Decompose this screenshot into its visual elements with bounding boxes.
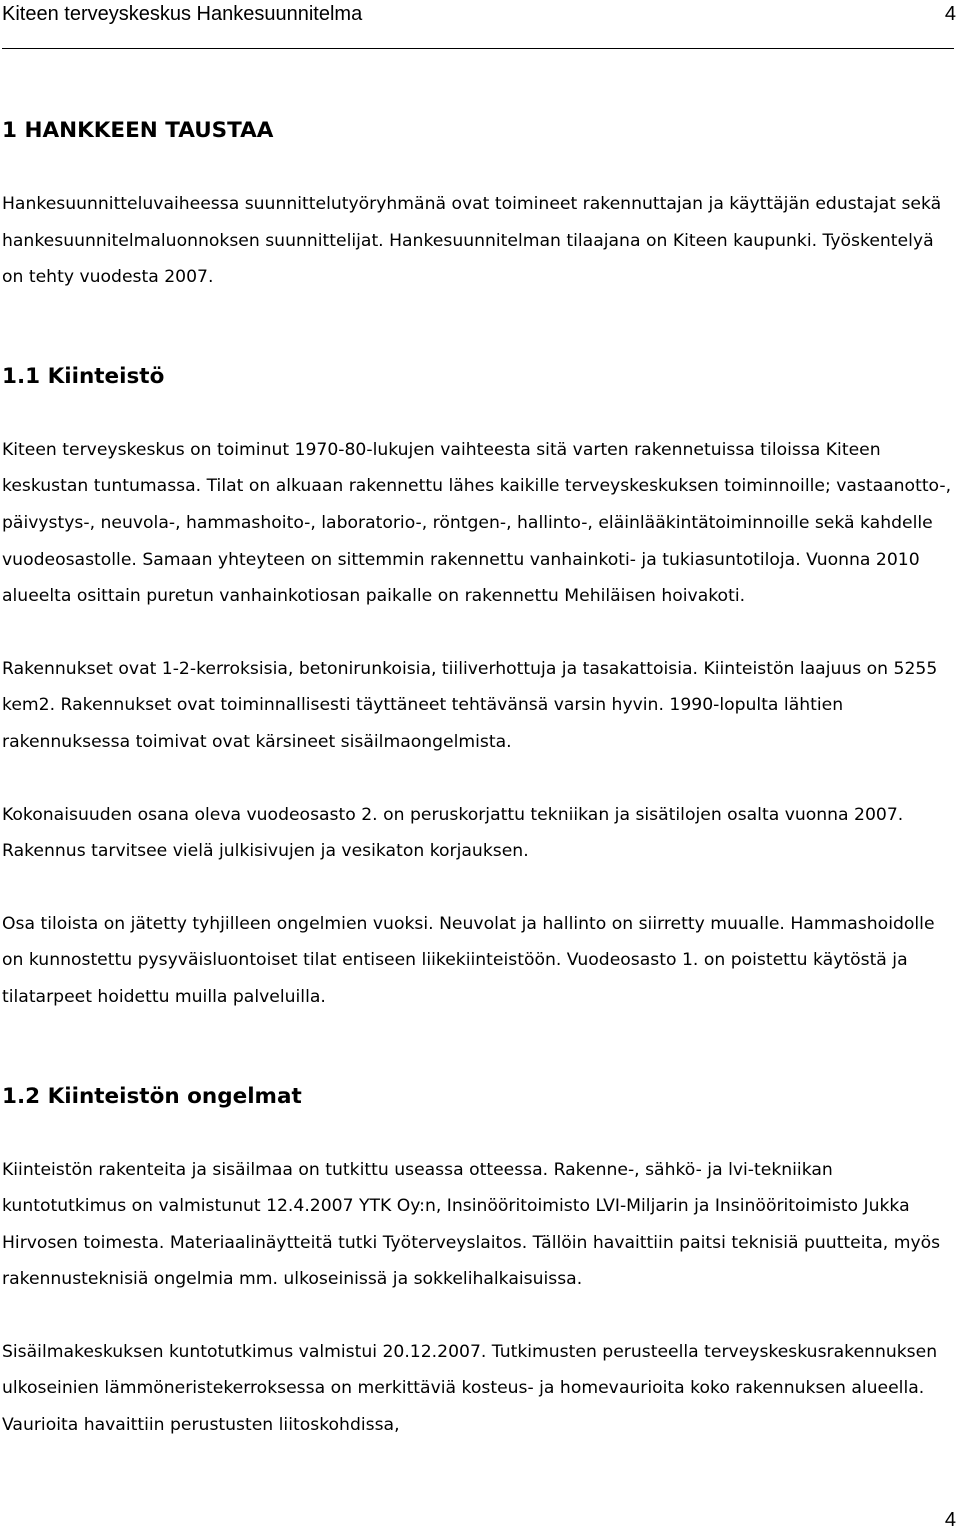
section-1-1-paragraph-4: Osa tiloista on jätetty tyhjilleen ongelmien vuoksi. Neuvolat ja hallinto on siirretty muualle. Hammashoidolle on kunnostettu pysyväisluontoiset tilat entiseen liikekiinteistöön. Vuodeosasto 1. on poistettu käytöstä ja tilatarpeet hoidettu muilla palveluilla. (2, 913, 935, 1007)
document-body (2, 112, 952, 1444)
page-header (0, 0, 960, 52)
section-1-1-paragraph-1: Kiteen terveyskeskus on toiminut 1970-80-lukujen vaihteesta sitä varten rakennetuissa tiloissa Kiteen keskustan tuntumassa. Tilat on alkuaan rakennettu lähes kaikille terveyskeskuksen toiminnoille; vastaanotto-, päivystys-, neuvola-, hammashoito-, laboratorio-, röntgen-, hallinto-, eläinlääkintätoiminnoille sekä kahdelle vuodeosastolle. Samaan yhteyteen on sittemmin rakennettu vanhainkoti- ja tukiasuntotiloja. Vuonna 2010 alueelta osittain puretun vanhainkotiosan paikalle on rakennettu Mehiläisen hoivakoti. (2, 439, 952, 607)
section-heading-1-1: 1.1 Kiinteistö (2, 363, 165, 389)
header-divider (2, 48, 954, 49)
document-title: Kiteen terveyskeskus Hankesuunnitelma (2, 3, 363, 25)
section-heading-1: 1 HANKKEEN TAUSTAA (2, 118, 274, 143)
footer-page-number: 4 (944, 1509, 956, 1531)
section-1-1-paragraph-2: Rakennukset ovat 1-2-kerroksisia, betonirunkoisia, tiiliverhottuja ja tasakattoisia. Kiinteistön laajuus on 5255 kem2. Rakennukset ovat toiminnallisesti täyttäneet tehtävänsä varsin hyvin. 1990-lopulta lähtien rakennuksessa toimivat ovat kärsineet sisäilmaongelmista. (2, 658, 938, 752)
section-1-paragraph: Hankesuunnitteluvaiheessa suunnittelutyöryhmänä ovat toimineet rakennuttajan ja käyttäjän edustajat sekä hankesuunnitelmaluonnoksen suunnittelijat. Hankesuunnitelman tilaajana on Kiteen kaupunki. Työskentelyä on tehty vuodesta 2007. (2, 194, 942, 288)
section-1-2-paragraph-1: Kiinteistön rakenteita ja sisäilmaa on tutkittu useassa otteessa. Rakenne-, sähkö- ja lvi-tekniikan kuntotutkimus on valmistunut 12.4.2007 YTK Oy:n, Insinööritoimisto LVI-Miljarin ja Insinööritoimisto Jukka Hirvosen toimesta. Materiaalinäytteitä tutki Työterveyslaitos. Tällöin havaittiin paitsi teknisiä puutteita, myös rakennusteknisiä ongelmia mm. ulkoseinissä ja sokkelihalkaisuissa. (2, 1159, 941, 1290)
section-1-1-paragraph-3: Kokonaisuuden osana oleva vuodeosasto 2. on peruskorjattu tekniikan ja sisätilojen osalta vuonna 2007. Rakennus tarvitsee vielä julkisivujen ja vesikaton korjauksen. (2, 804, 904, 862)
section-1-2-paragraph-2: Sisäilmakeskuksen kuntotutkimus valmistui 20.12.2007. Tutkimusten perusteella terveyskeskusrakennuksen ulkoseinien lämmöneristekerroksessa on merkittäviä kosteus- ja homevaurioita koko rakennuksen alueella. Vaurioita havaittiin perustusten liitoskohdissa, (2, 1341, 938, 1436)
section-heading-1-2: 1.2 Kiinteistön ongelmat (2, 1083, 302, 1109)
header-page-number: 4 (944, 3, 956, 25)
